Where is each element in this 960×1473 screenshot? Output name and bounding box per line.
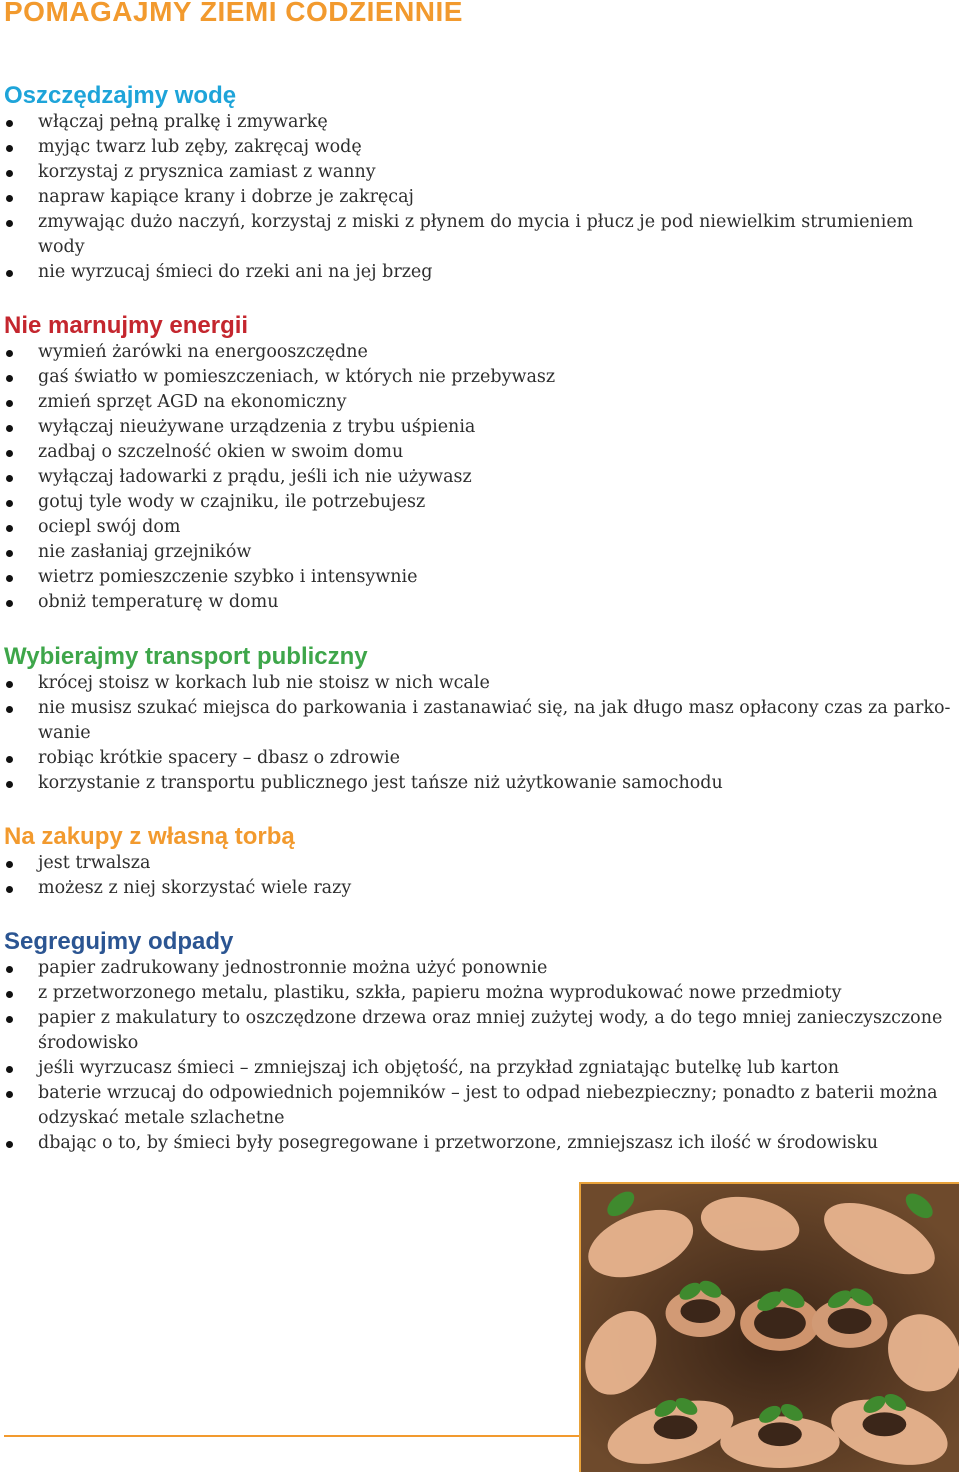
list-item: zmywając dużo naczyń, korzystaj z miski z płynem do mycia i płucz je pod niewielkim strumieniem wody [4,210,960,260]
section-energy [4,312,960,615]
list-item: wyłączaj ładowarki z prądu, jeśli ich nie używasz [4,465,960,490]
footer-divider [4,1435,580,1437]
list-item: korzystanie z transportu publicznego jest tańsze niż użytkowanie samochodu [4,771,960,796]
section-transport [4,643,960,796]
page-title: POMAGAJMY ZIEMI CODZIENNIE [4,0,463,27]
list-item: z przetworzonego metalu, plastiku, szkła, papieru można wyprodukować nowe przedmioty [4,981,960,1006]
list-item: jest trwalsza [4,851,960,876]
list-item: włączaj pełną pralkę i zmywarkę [4,110,960,135]
list-item: ociepl swój dom [4,515,960,540]
section-heading-shopping: Na zakupy z własną torbą [4,823,295,850]
section-waste [4,928,960,1156]
seedlings-illustration [581,1184,959,1472]
list-item: nie musisz szukać miejsca do parkowania i zastanawiać się, na jak długo masz opłacony czas za parko-wanie [4,696,960,746]
section-shopping [4,823,960,901]
list-item: napraw kapiące krany i dobrze je zakręcaj [4,185,960,210]
list-item: myjąc twarz lub zęby, zakręcaj wodę [4,135,960,160]
list-item: krócej stoisz w korkach lub nie stoisz w nich wcale [4,671,960,696]
list-item: wyłączaj nieużywane urządzenia z trybu uśpienia [4,415,960,440]
list-item: gaś światło w pomieszczeniach, w których nie przebywasz [4,365,960,390]
bullet-list [4,110,960,285]
list-item: zmień sprzęt AGD na ekonomiczny [4,390,960,415]
section-water [4,82,960,285]
list-item: jeśli wyrzucasz śmieci – zmniejszaj ich objętość, na przykład zgniatając butelkę lub karton [4,1056,960,1081]
list-item: dbając o to, by śmieci były posegregowane i przetworzone, zmniejszasz ich ilość w środowisku [4,1131,960,1156]
list-item: nie wyrzucaj śmieci do rzeki ani na jej brzeg [4,260,960,285]
list-item: papier zadrukowany jednostronnie można użyć ponownie [4,956,960,981]
list-item: robiąc krótkie spacery – dbasz o zdrowie [4,746,960,771]
list-item: obniż temperaturę w domu [4,590,960,615]
section-heading-waste: Segregujmy odpady [4,928,234,955]
list-item: korzystaj z prysznica zamiast z wanny [4,160,960,185]
bullet-list [4,851,960,901]
list-item: nie zasłaniaj grzejników [4,540,960,565]
list-item: zadbaj o szczelność okien w swoim domu [4,440,960,465]
bullet-list [4,340,960,615]
list-item: baterie wrzucaj do odpowiednich pojemników – jest to odpad niebezpieczny; ponadto z baterii można odzyskać metale szlachetne [4,1081,960,1131]
section-heading-water: Oszczędzajmy wodę [4,82,237,109]
list-item: wietrz pomieszczenie szybko i intensywnie [4,565,960,590]
hands-holding-seedlings-photo [579,1182,959,1472]
list-item: papier z makulatury to oszczędzone drzewa oraz mniej zużytej wody, a do tego mniej zanieczyszczone środowisko [4,1006,960,1056]
list-item: gotuj tyle wody w czajniku, ile potrzebujesz [4,490,960,515]
list-item: wymień żarówki na energooszczędne [4,340,960,365]
bullet-list [4,671,960,796]
list-item: możesz z niej skorzystać wiele razy [4,876,960,901]
bullet-list [4,956,960,1156]
section-heading-energy: Nie marnujmy energii [4,312,249,339]
section-heading-transport: Wybierajmy transport publiczny [4,643,368,670]
